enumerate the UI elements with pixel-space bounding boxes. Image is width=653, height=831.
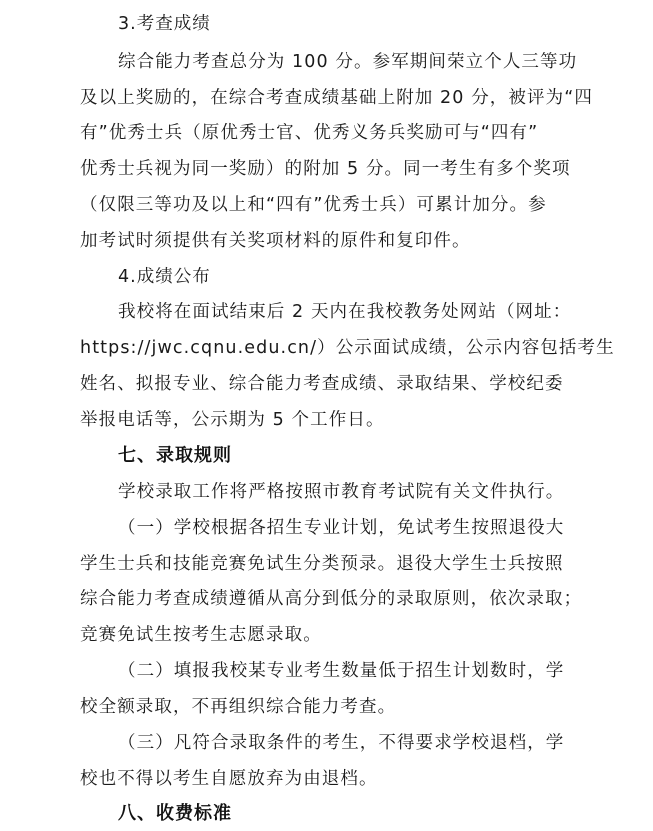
- paragraph-line: 综合能力考查总分为 100 分。参军期间荣立个人三等功: [118, 52, 578, 72]
- paragraph-line: 加考试时须提供有关奖项材料的原件和复印件。: [80, 231, 471, 251]
- rule-one-line: （一）学校根据各招生专业计划，免试考生按照退役大: [118, 518, 565, 538]
- paragraph-line: 举报电话等，公示期为 5 个工作日。: [80, 410, 385, 430]
- section-heading-fees: 八、收费标准: [118, 803, 232, 824]
- subheading-exam-score: 3.考查成绩: [118, 14, 211, 34]
- paragraph-line: 我校将在面试结束后 2 天内在我校教务处网站（网址：: [118, 302, 572, 322]
- paragraph-line: 及以上奖励的，在综合考查成绩基础上附加 20 分，被评为“四: [80, 88, 593, 108]
- paragraph-line: 姓名、拟报专业、综合能力考查成绩、录取结果、学校纪委: [80, 374, 564, 394]
- rule-one-line: 学生士兵和技能竞赛免试生分类预录。退役大学生士兵按照: [80, 554, 564, 574]
- section-heading-admission-rules: 七、录取规则: [118, 445, 232, 466]
- rule-two-line: 校全额录取，不再组织综合能力考查。: [80, 697, 397, 717]
- rule-three-line: 校也不得以考生自愿放弃为由退档。: [80, 769, 378, 789]
- rule-three-line: （三）凡符合录取条件的考生，不得要求学校退档，学: [118, 733, 565, 753]
- paragraph-line: 优秀士兵视为同一奖励）的附加 5 分。同一考生有多个奖项: [80, 159, 571, 179]
- paragraph-line: 学校录取工作将严格按照市教育考试院有关文件执行。: [118, 482, 565, 502]
- subheading-score-publish: 4.成绩公布: [118, 267, 211, 287]
- rule-one-line: 竞赛免试生按考生志愿录取。: [80, 625, 322, 645]
- paragraph-line: 有”优秀士兵（原优秀士官、优秀义务兵奖励可与“四有”: [80, 123, 539, 143]
- paragraph-line-with-url: https://jwc.cqnu.edu.cn/）公示面试成绩，公示内容包括考生: [80, 338, 615, 358]
- rule-two-line: （二）填报我校某专业考生数量低于招生计划数时，学: [118, 661, 565, 681]
- rule-one-line: 综合能力考查成绩遵循从高分到低分的录取原则，依次录取；: [80, 589, 583, 609]
- paragraph-line: （仅限三等功及以上和“四有”优秀士兵）可累计加分。参: [80, 195, 547, 215]
